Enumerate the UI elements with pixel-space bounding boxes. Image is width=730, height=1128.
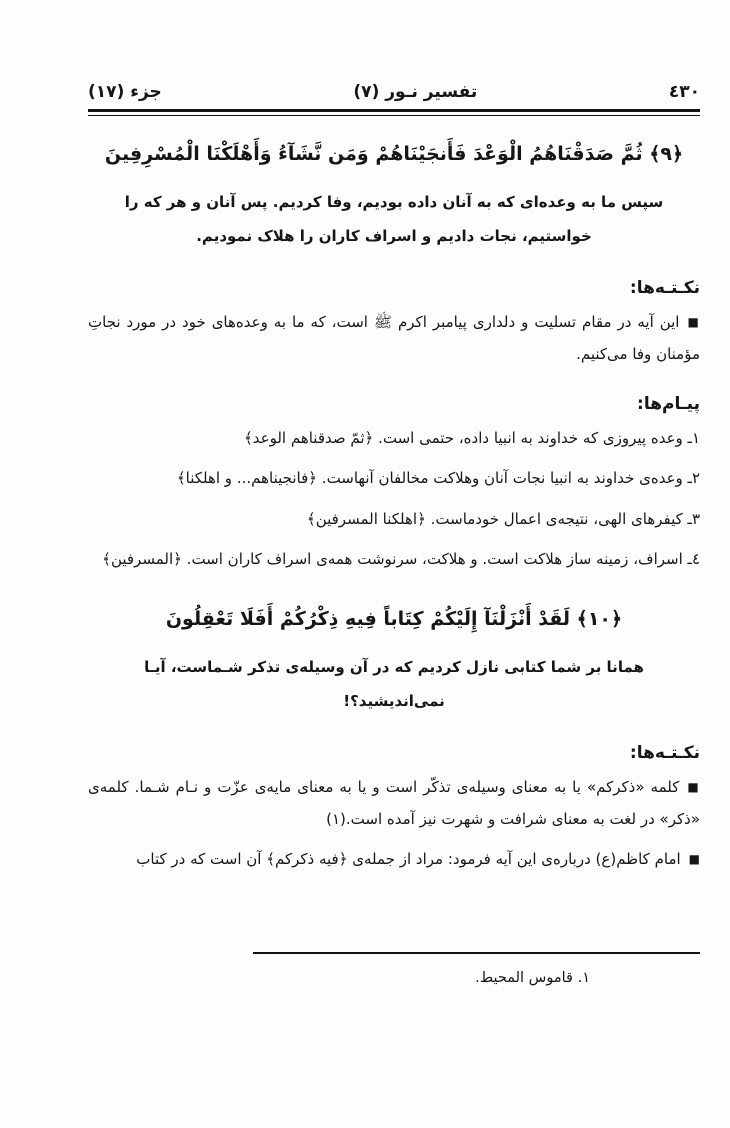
- message-item: ۱ـ وعده پیروزی که خداوند به انبیا داده، حتمی است. ﴿ثمّ صدقناهم الوعد﴾: [243, 429, 700, 448]
- note-text: امام کاظم(ع) درباره‌ی این آیه فرمود: مراد از جمله‌ی ﴿فیه ذکرکم﴾ آن است که در کتاب: [136, 850, 681, 869]
- note-item: [88, 306, 700, 371]
- verse-10-arabic: ﴿١٠﴾ لَقَدْ أَنْزَلْنَآ إِلَيْكُمْ كِتَاباً فِيهِ ذِكْرُكُمْ أَفَلَا تَعْقِلُونَ: [165, 608, 623, 631]
- footnote-text: ۱. قاموس المحیط.: [475, 970, 590, 986]
- page-number: ٤٣٠: [668, 82, 700, 102]
- book-title: تفسیر نـور (۷): [353, 82, 478, 102]
- note-text: کلمه «ذکرکم» یا به معنای وسیله‌ی تذکّر است و یا به معنای مایه‌ی عزّت و نـام شـما. کلمه‌ی «ذکر» در لغت به معنای شرافت و شهرت نیز آمده است.(۱): [88, 777, 700, 828]
- message-item: ۲ـ وعده‌ی خداوند به انبیا نجات آنان وهلاکت مخالفان آنهاست. ﴿فانجیناهم... و اهلکنا﴾: [176, 469, 700, 488]
- notes-heading-1: نکـتـه‌ها:: [629, 277, 700, 298]
- square-bullet-icon: ■: [688, 852, 700, 867]
- messages-heading: پیـام‌ها:: [637, 394, 700, 415]
- note-item: [88, 771, 700, 836]
- square-bullet-icon: ■: [687, 314, 700, 329]
- verse-9-arabic: ﴿٩﴾ ثُمَّ صَدَقْنَاهُمُ الْوَعْدَ فَأَنجَيْنَاهُمْ وَمَن نَّشَآءُ وَأَهْلَكْنَا الْمُسْرِفِينَ: [104, 143, 684, 165]
- square-bullet-icon: ■: [687, 779, 700, 794]
- header-divider: [88, 109, 700, 116]
- footnote-divider: [253, 952, 700, 954]
- note-text: این آیه در مقام تسلیت و دلداری پیامبر اکرم ﷺ است، که ما به وعده‌های خود در مورد نجاتِ مؤمنان وفا می‌کنیم.: [88, 312, 700, 363]
- note-item: [88, 843, 700, 875]
- verse-10-translation: همانا بر شما کتابی نازل کردیم که در آن وسیله‌ی تذکر شـماست، آیـا نمی‌اندیشید؟!: [144, 658, 644, 710]
- message-item: ۳ـ کیفرهای الهی، نتیجه‌ی اعمال خودماست. ﴿اهلکنا المسرفین﴾: [306, 509, 700, 528]
- notes-heading-2: نکـتـه‌ها:: [629, 742, 700, 763]
- verse-9-translation: سپس ما به وعده‌ای که به آنان داده بودیم، وفا کردیم. پس آنان و هر که را خواستیم، نجات دادیم و اسراف کاران را هلاک نمودیم.: [124, 193, 664, 245]
- page-header: [88, 82, 700, 102]
- message-item: ٤ـ اسراف، زمینه ساز هلاکت است. و هلاکت، سرنوشت همه‌ی اسراف کاران است. ﴿المسرفین﴾: [102, 549, 700, 568]
- juz-label: جزء (۱۷): [88, 82, 162, 102]
- footnote-area: [88, 952, 700, 986]
